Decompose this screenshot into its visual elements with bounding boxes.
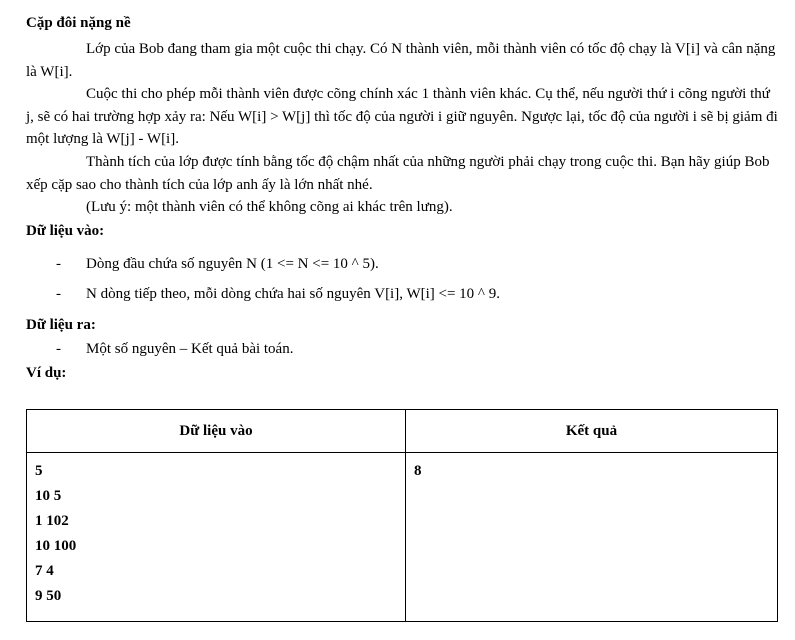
example-heading: Ví dụ: <box>26 365 67 381</box>
input-bullet-item <box>56 286 500 303</box>
bullet-dash: - <box>56 256 61 272</box>
table-header-output: Kết quả <box>406 410 778 453</box>
table-header-row <box>27 410 778 453</box>
input-line: 10 5 <box>35 488 62 504</box>
table-cell-input <box>27 453 406 622</box>
input-line: 9 50 <box>35 588 62 604</box>
output-bullet-item <box>56 341 293 358</box>
paragraph-rules: Cuộc thi cho phép mỗi thành viên được cõng chính xác 1 thành viên khác. Cụ thể, nếu người thứ i cõng người thứ j, sẽ có hai trường hợp xảy ra: Nếu W[i] > W[j] thì tốc độ của người i giữ nguyên. Ngược lại, tốc độ của người i sẽ bị giảm đi một lượng là W[j] - W[i]. <box>26 86 778 147</box>
problem-title: Cặp đôi nặng nề <box>26 15 131 31</box>
bullet-dash: - <box>56 286 61 302</box>
paragraph-note: (Lưu ý: một thành viên có thể không cõng ai khác trên lưng). <box>86 199 453 215</box>
input-bullet-text: Dòng đầu chứa số nguyên N (1 <= N <= 10 ^ 5). <box>86 256 379 272</box>
input-heading: Dữ liệu vào: <box>26 223 105 239</box>
output-line: 8 <box>414 463 422 479</box>
output-bullet-text: Một số nguyên – Kết quả bài toán. <box>86 341 294 357</box>
table-header-input: Dữ liệu vào <box>27 410 406 453</box>
input-line: 1 102 <box>35 513 69 529</box>
input-bullet-item <box>56 256 379 273</box>
table-cell-output <box>406 453 778 622</box>
input-line: 7 4 <box>35 563 54 579</box>
output-heading: Dữ liệu ra: <box>26 317 96 333</box>
paragraph-intro: Lớp của Bob đang tham gia một cuộc thi chạy. Có N thành viên, mỗi thành viên có tốc độ chạy là V[i] và cân nặng là W[i]. <box>26 41 776 80</box>
bullet-dash: - <box>56 341 61 357</box>
paragraph-scoring: Thành tích của lớp được tính bằng tốc độ chậm nhất của những người phải chạy trong cuộc thi. Bạn hãy giúp Bob xếp cặp sao cho thành tích của lớp anh ấy là lớn nhất nhé. <box>26 154 770 193</box>
input-line: 5 <box>35 463 43 479</box>
example-table <box>26 409 778 622</box>
input-line: 10 100 <box>35 538 77 554</box>
input-bullet-text: N dòng tiếp theo, mỗi dòng chứa hai số nguyên V[i], W[i] <= 10 ^ 9. <box>86 286 500 302</box>
table-row <box>27 453 778 622</box>
